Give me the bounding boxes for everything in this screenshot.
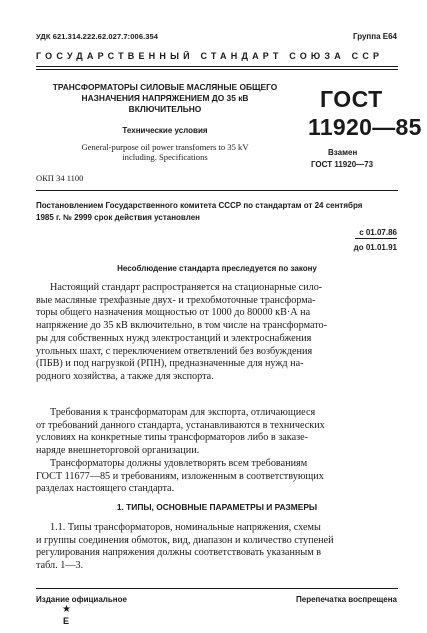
paragraph-line: условиях на конкретные типы трансформаторов либо в заказе- [36,432,309,444]
paragraph-types [36,522,398,573]
paragraph-line: ГОСТ 11677—85 и требованиям, изложенным в соответствующих [36,470,324,482]
english-title-line: General-purpose oil power transfomers to 35 kV [81,142,249,152]
paragraph-line: разделах настоящего стандарта. [36,483,175,495]
paragraph-line: торы общего назначения мощностью от 1000 до 80000 кВ·А на [36,307,311,319]
replaces-label: Взамен [328,148,358,157]
header-divider-bottom [36,69,398,70]
paragraph-line: (ПБВ) и под нагрузкой (РПН), предназначенные для нужд на- [36,358,304,370]
official-edition-label: Издание официальное [36,595,127,604]
date-divider [355,238,397,239]
replaces-value: ГОСТ 11920—73 [311,160,374,169]
paragraph-line: Настоящий стандарт распространяется на стационарные сило- [50,282,323,293]
effective-date-to: до 01.01.91 [353,243,397,252]
document-title [40,82,290,115]
paragraph-line: напряжение до 35 кВ включительно, в том числе на трансформато- [36,320,328,332]
group-code: Группа Е64 [352,32,397,41]
decree-line: Постановлением Государственного комитета СССР по стандартам от 24 сентября [36,201,363,210]
paragraph-requirements [36,458,398,496]
header-divider-top [36,66,398,67]
document-subtitle: Технические условия [122,126,208,135]
footer-divider [36,588,398,589]
gost-number: 11920—85 [308,114,422,140]
effective-date-from: с 01.07.86 [359,228,397,237]
paragraph-line: табл. 1—3. [36,560,84,572]
noncompliance-notice: Несоблюдение стандарта преследуется по закону [117,264,317,273]
paragraph-line: вые масляные трехфазные двух- и трехобмоточные трансформа- [36,294,316,306]
title-line: ТРАНСФОРМАТОРЫ СИЛОВЫЕ МАСЛЯНЫЕ ОБЩЕГО [52,82,278,92]
paragraph-export [36,407,398,458]
standard-header: ГОСУДАРСТВЕННЫЙ СТАНДАРТ СОЮЗА ССР [36,51,384,61]
paragraph-line: и группы соединения обмоток, вид, диапазон и количество ступеней [36,534,334,546]
okp-code: ОКП 34 1100 [36,173,84,183]
edition-letter: Е [63,616,70,626]
gost-label: ГОСТ [320,86,383,112]
paragraph-line: угольных шахт, с переключением ответвлений без возбуждения [36,345,313,357]
udk-code: УДК 621.314.222.62.027.7:006.354 [36,32,159,41]
paragraph-scope [36,282,398,384]
english-title [40,142,290,162]
title-line: ВКЛЮЧИТЕЛЬНО [128,104,202,114]
paragraph-line: 1.1. Типы трансформаторов, номинальные напряжения, схемы [50,522,321,533]
section-heading: 1. ТИПЫ, ОСНОВНЫЕ ПАРАМЕТРЫ И РАЗМЕРЫ [116,502,318,512]
paragraph-line: родного хозяйства, а также для экспорта. [36,370,214,382]
paragraph-line: ры для собственных нужд электростанций и электроснабжения [36,332,312,344]
decree-text [36,200,398,224]
paragraph-line: Трансформаторы должны удовлетворять всем требованиям [50,458,308,469]
section-divider [36,190,398,191]
english-title-line: including. Specifications [122,152,208,162]
reprint-prohibited-label: Перепечатка воспрещена [296,595,397,604]
title-line: НАЗНАЧЕНИЯ НАПРЯЖЕНИЕМ ДО 35 кВ [81,93,249,103]
decree-line: 1985 г. № 2999 срок действия установлен [36,213,200,222]
paragraph-line: наряде внешнеторговой организации. [36,445,200,457]
paragraph-line: Требования к трансформаторам для экспорта, отличающиеся [50,407,316,418]
paragraph-line: от требований данного стандарта, устанавливаются в технических [36,419,325,431]
star-icon: ★ [62,604,71,615]
paragraph-line: регулирования напряжения должны соответствовать указанным в [36,547,322,559]
